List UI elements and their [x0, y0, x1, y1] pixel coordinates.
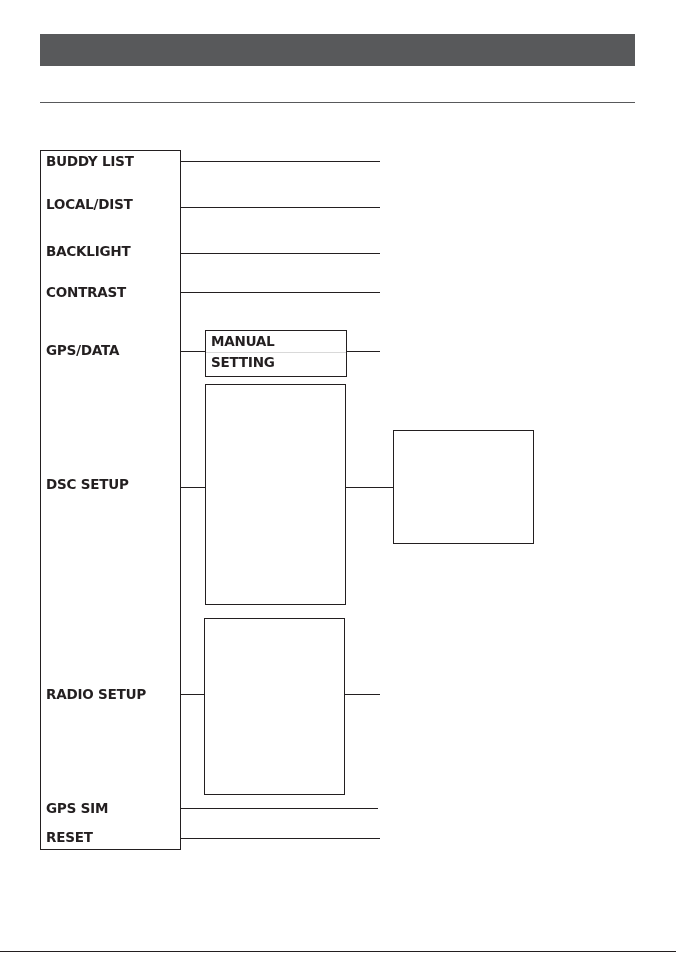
menu-item-buddy-list[interactable]: BUDDY LIST	[46, 154, 134, 170]
connector-gps-data-right	[347, 351, 380, 352]
menu-item-gps-sim[interactable]: GPS SIM	[46, 801, 109, 817]
bottom-rule	[0, 951, 676, 952]
menu-item-dsc-setup[interactable]: DSC SETUP	[46, 477, 129, 493]
connector-contrast	[181, 292, 380, 293]
menu-item-gps-data[interactable]: GPS/DATA	[46, 343, 120, 359]
connector-gps-sim	[181, 808, 378, 809]
connector-reset	[181, 838, 380, 839]
dsc-third-level-box	[393, 430, 534, 544]
connector-buddy-list	[181, 161, 380, 162]
header-rule	[40, 102, 635, 103]
menu-item-radio-setup[interactable]: RADIO SETUP	[46, 687, 147, 703]
connector-local-dist	[181, 207, 380, 208]
connector-backlight	[181, 253, 380, 254]
menu-item-backlight[interactable]: BACKLIGHT	[46, 244, 131, 260]
dsc-setup-submenu-box	[205, 384, 346, 605]
connector-dsc-setup	[181, 487, 205, 488]
header-bar	[40, 34, 635, 66]
gps-data-submenu-divider	[206, 352, 346, 353]
radio-setup-submenu-box	[204, 618, 345, 795]
menu-item-local-dist[interactable]: LOCAL/DIST	[46, 197, 133, 213]
connector-dsc-setup-right	[346, 487, 393, 488]
menu-item-contrast[interactable]: CONTRAST	[46, 285, 127, 301]
connector-radio-setup-right	[345, 694, 380, 695]
connector-radio-setup	[181, 694, 204, 695]
submenu-item-manual[interactable]: MANUAL	[211, 334, 275, 350]
submenu-item-setting[interactable]: SETTING	[211, 355, 275, 371]
connector-gps-data	[181, 351, 205, 352]
menu-item-reset[interactable]: RESET	[46, 830, 93, 846]
